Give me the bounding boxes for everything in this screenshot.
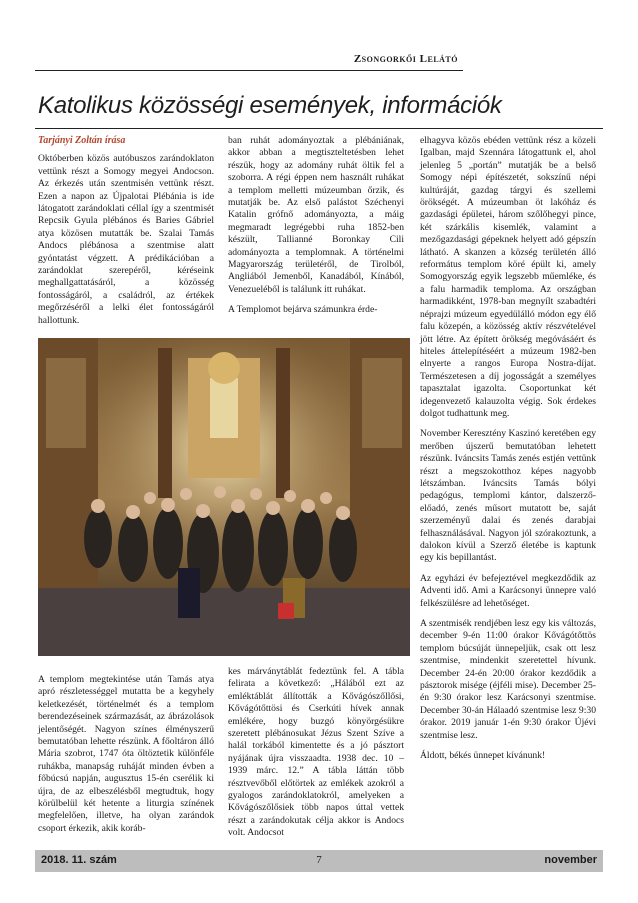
group-photo-church-interior bbox=[38, 338, 410, 656]
paragraph: kes márványtáblát fedeztünk fel. A tábla felirata a következő: „Hálából ezt az emléktáblát állították a Kővágószőllősi, Kővágótőttösi és Cserkúti hívek annak emlékére, hogy buzgó könyörgésükre szeretett plébánosukat Jézus Szent Szíve a halál torkából kimentette és a jó pásztort nyájának újra visszaadta. 1938 dec. 10 – 1939 márc. 12.” A tábla láttán több résztvevőből előtörtek az emlékek azokról a gyalogos zarándoklatokról, amelyeken a Kővágószőlősiek több napos úttal vettek részt a zarándokutak célja akkor is Andocs volt. Andocsot bbox=[228, 666, 404, 839]
paragraph: ban ruhát adományoztak a plébániának, akkor abban a megtiszteltetésben lehet részük, hogy az adomány ruhát öltik fel a szoborra. A régi éppen nem használt ruhákat a templom melletti múzeumban őrzik, és mutatják be. Az első palástot Széchenyi Katalin grófnő adományozta, a máig megmaradt legrégebbi ruha 1852-ben készült, Tallianné Boronkay Cili adományozta a templomnak. A történelmi Magyarország területéről, de Tirolból, Angliából Jemenből, Kanadából, Kínából, Venezueléből is találunk itt ruhákat. bbox=[228, 135, 404, 295]
paragraph: A Templomot bejárva számunkra érde- bbox=[228, 304, 378, 316]
headline-rule bbox=[35, 128, 603, 129]
issue-month: november bbox=[544, 854, 597, 866]
paragraph: A szentmisék rendjében lesz egy kis változás, december 9-én 11:00 órakor Kővágótőttös templom búcsúját ünnepeljük, csak ott lesz szentmise, mindenkit szeretettel hívunk. December 24-én 20:00 órakor kezdődik a pásztorok misége (éjféli mise). December 25-én 9:30 órakor lesz Karácsonyi szentmise. December 30-án Hálaadó szentmise lesz 9:30 órakor. 2019 január 1-én 9:30 órakor Újévi szentmise lesz. bbox=[420, 618, 596, 741]
page-headline: Katolikus közösségi események, információk bbox=[38, 92, 502, 119]
page-number: 7 bbox=[316, 854, 322, 866]
column-2-top bbox=[228, 135, 404, 325]
page-footer bbox=[35, 850, 603, 872]
paragraph: November Keresztény Kaszinó keretében egy merőben újszerű bemutatóban lehetett részünk. Iváncsits Tamás zenés estjén vettünk részt a megszokotthoz képes nagyobb létszámban. Iváncsits Tamás bólyi pedagógus, templomi kántor, dalszerző-előadó, zenés műsort mutatott be, saját szerzeményű dalai és zenés darabjai felhasználásával. Nagyon jól szórakoztunk, a dalokon kívül a Szerző életébe is kaptunk egy kis bepillantást. bbox=[420, 428, 596, 564]
header-rule bbox=[35, 70, 463, 71]
column-3 bbox=[420, 135, 596, 771]
paragraph: Áldott, békés ünnepet kívánunk! bbox=[420, 750, 546, 762]
paragraph: A templom megtekintése után Tamás atya apró részletességgel mutatta be a kegyhely keletkezését, történelmét és a templom berendezéseinek származását, az ábrázolások jelentőségét. Nagyon színes élményszerű bemutatóban lehette részünk. A főoltáron álló Mária szobrot, 1747 óta öltöztetik különféle ruhákba, manapság ruháját minden évben a főbúcsú napján, augusztus 15-én cserélik ki újra, de az elbeszélésből megtudtuk, hogy körülbelül két hetente a liturgia színének megfelelően, illetve, ha olyan zarándok csoport érkezik, akik koráb- bbox=[38, 674, 214, 834]
column-1-top bbox=[38, 135, 214, 335]
column-1-bottom bbox=[38, 674, 214, 843]
paragraph: Októberben közös autóbuszos zarándoklaton vettünk részt a Somogy megyei Andocson. Az érkezés után szentmisén vettünk részt. Ezen a napon az Újpalotai Plébánia is ide látogatott zarándoklati céllal így a szentmisét Repcsik Gyula plébános és Baries Gábriel atya közösen mutatták be. Szalai Tamás Andocs plébánosa a szentmise alatt gyóntatást végzett. A prédikációban a zarándoklat szerepéről, kéréseink meghallgattatásáról, a közösség fontosságáról, a családról, az értékek megőrzéséről a lelki élet fontosságáról hallottunk. bbox=[38, 153, 214, 326]
publication-title: Zsongorkői Lelátó bbox=[353, 53, 458, 65]
paragraph: Az egyházi év befejeztével megkezdődik az Adventi idő. Ami a Karácsonyi ünnepre való felkészülésre ad lehetőséget. bbox=[420, 572, 596, 609]
author-byline: Tarjányi Zoltán írása bbox=[38, 135, 126, 146]
column-2-bottom bbox=[228, 666, 404, 848]
paragraph: elhagyva közös ebéden vettünk rész a közeli Igalban, majd Szennára látogattunk el, ahol jelenleg 5 „portán” mutatják be a belső Somogy népi építészetét, sokszínű népi kultúráját, gazdag tárgyi és szellemi örökségét. A múzeumban öt lakóház és gazdasági épületei, három szőlőhegyi pince, két szárkális kisemlék, valamint a mezőgazdasági gépeknek helyett adó gépszín látható. A skanzen a község területén álló református templom köré épült ki, amely Somogyország egyik legszebb műemléke, és a falu harmadik temploma. Az országban harmadikként, 1978-ban megnyílt szabadtéri néprajzi múzeum egyedülálló módon egy élő falu közepén, a közösség aktív részvételével jött létre. Az épített örökség megóvásáért és hiteles áttelepítéséért a múzeum 1982-ben elnyerte a rangos Europa Nostra-díjat. Természetesen a díj jogosságát a személyes tapasztalat igazolta. Csoportunkat két idegenvezető kalauzolta végig. Sok érdekes dolgot tudhattunk meg. bbox=[420, 135, 596, 419]
issue-number: 2018. 11. szám bbox=[41, 854, 117, 866]
